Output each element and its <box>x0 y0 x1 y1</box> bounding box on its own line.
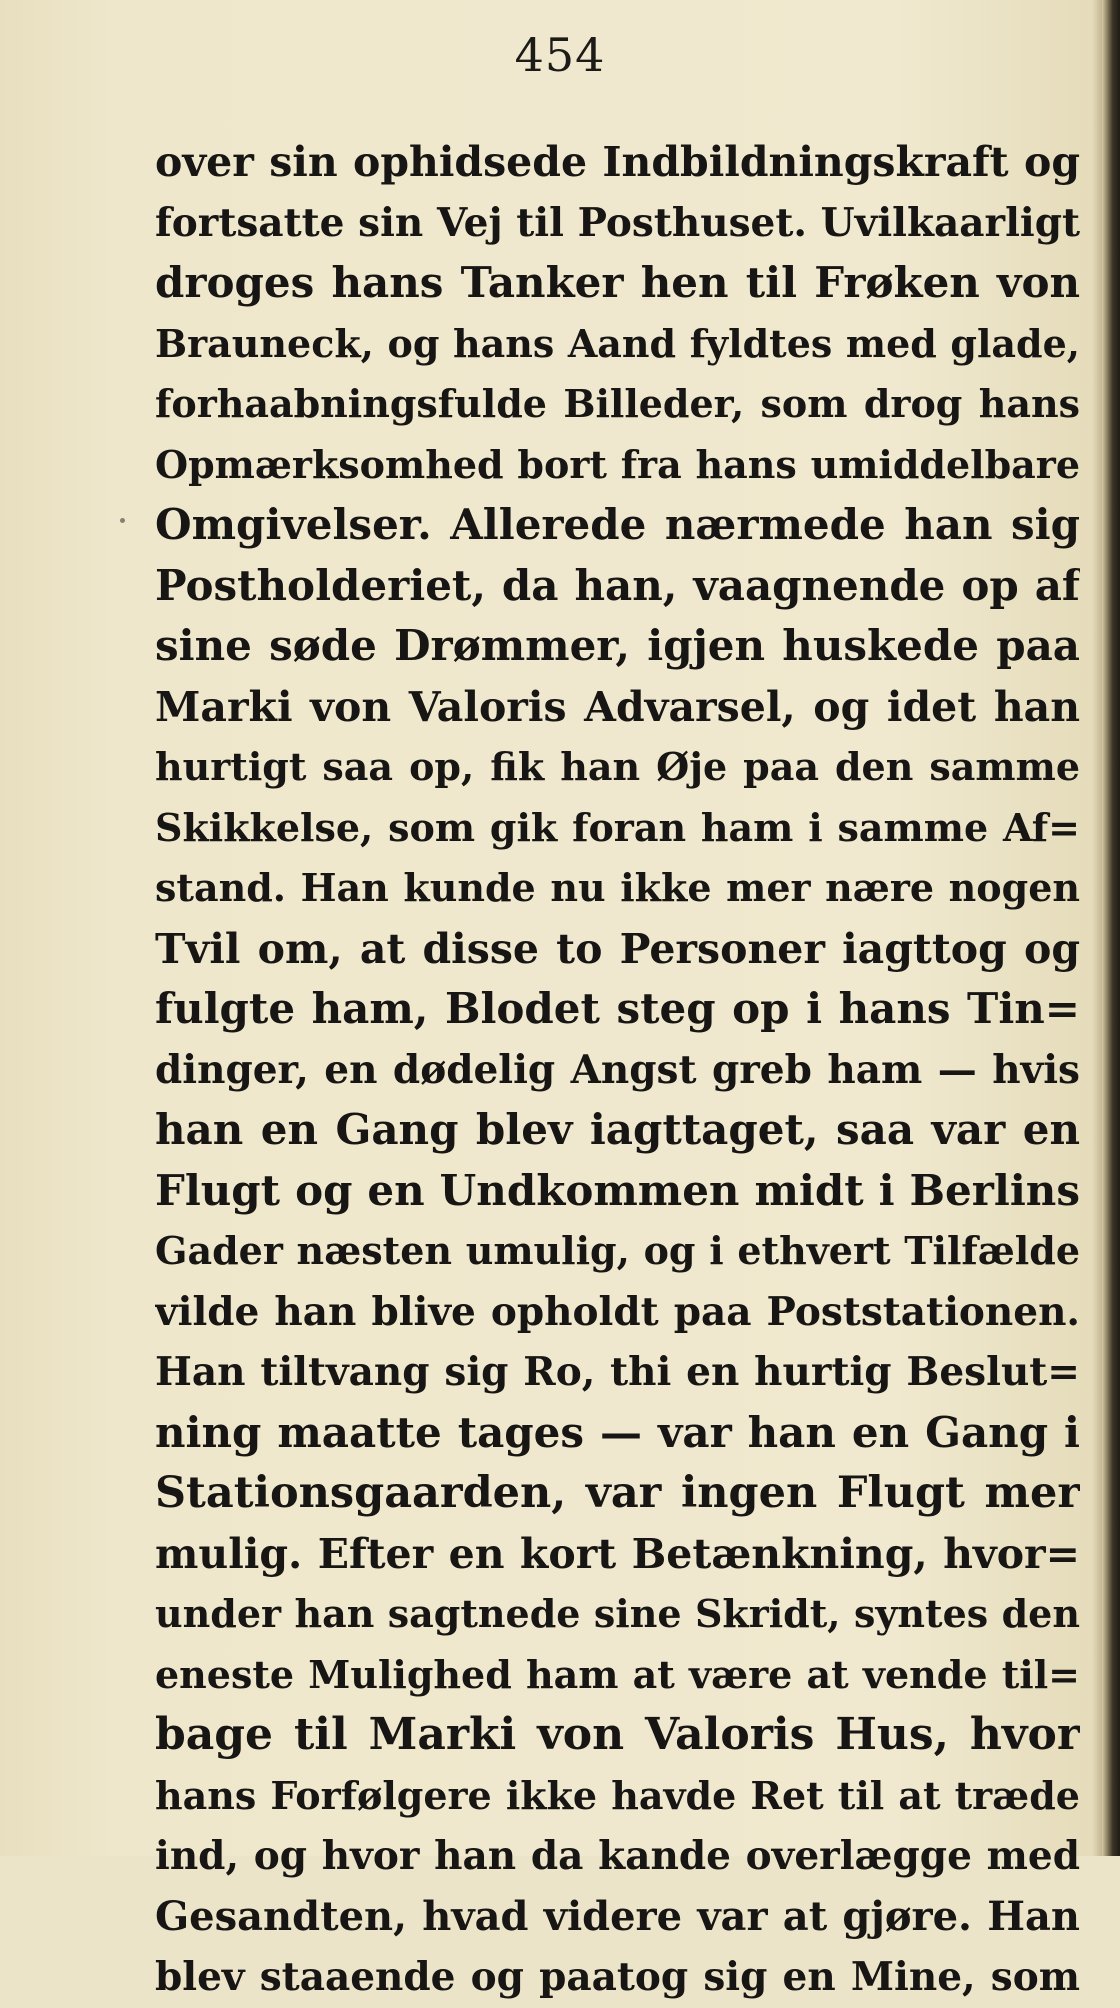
text-line: mulig. Efter en kort Betænkning, hvor= <box>155 1529 1080 1578</box>
text-line: hans Forfølgere ikke havde Ret til at træde <box>155 1772 1080 1818</box>
text-line: Postholderiet, da han, vaagnende op af <box>155 560 1080 610</box>
text-line: Omgivelser. Allerede nærmede han sig <box>155 500 1080 549</box>
text-line: ning maatte tages — var han en Gang i <box>155 1407 1080 1457</box>
text-line: Gesandten, hvad videre var at gjøre. Han <box>155 1892 1080 1940</box>
text-line: Han tiltvang sig Ro, thi en hurtig Beslut= <box>155 1349 1080 1395</box>
text-line: dinger, en dødelig Angst greb ham — hvis <box>155 1046 1080 1093</box>
page-number: 454 <box>514 28 606 82</box>
text-line: fortsatte sin Vej til Posthuset. Uvilkaarligt <box>155 199 1080 246</box>
text-line: hurtigt saa op, fik han Øje paa den samme <box>155 744 1080 789</box>
text-line: fulgte ham, Blodet steg op i hans Tin= <box>155 984 1080 1033</box>
text-line: Brauneck, og hans Aand fyldtes med glade, <box>155 320 1080 366</box>
text-line: under han sagtnede sine Skridt, syntes den <box>155 1591 1080 1636</box>
text-line: ind, og hvor han da kande overlægge med <box>155 1833 1080 1879</box>
text-line: han en Gang blev iagttaget, saa var en <box>155 1105 1080 1154</box>
text-line: droges hans Tanker hen til Frøken von <box>155 258 1080 307</box>
page-edge <box>1102 0 1120 1856</box>
text-line: Opmærksomhed bort fra hans umiddelbare <box>155 441 1080 487</box>
text-line: forhaabningsfulde Billeder, som drog hans <box>155 381 1080 426</box>
text-line: Flugt og en Undkommen midt i Berlins <box>155 1165 1080 1215</box>
text-line: Stationsgaarden, var ingen Flugt mer <box>155 1468 1080 1518</box>
text-line: vilde han blive opholdt paa Poststationen. <box>155 1288 1080 1335</box>
text-line: over sin ophidsede Indbildningskraft og <box>155 138 1080 186</box>
text-line: bage til Marki von Valoris Hus, hvor <box>155 1709 1080 1760</box>
text-line: sine søde Drømmer, igjen huskede paa <box>155 621 1080 670</box>
text-line: stand. Han kunde nu ikke mer nære nogen <box>155 865 1080 910</box>
text-line: Marki von Valoris Advarsel, og idet han <box>155 682 1080 731</box>
body-text <box>155 132 1080 2008</box>
text-line: Tvil om, at disse to Personer iagttog og <box>155 924 1080 973</box>
text-line: blev staaende og paatog sig en Mine, som <box>155 1954 1080 2000</box>
text-line: Skikkelse, som gik foran ham i samme Af= <box>155 804 1080 850</box>
margin-mark <box>120 518 125 523</box>
page-edge-shadow <box>1092 0 1102 1856</box>
text-line: eneste Mulighed ham at være at vende til= <box>155 1651 1080 1697</box>
text-line: Gader næsten umulig, og i ethvert Tilfælde <box>155 1228 1080 1273</box>
